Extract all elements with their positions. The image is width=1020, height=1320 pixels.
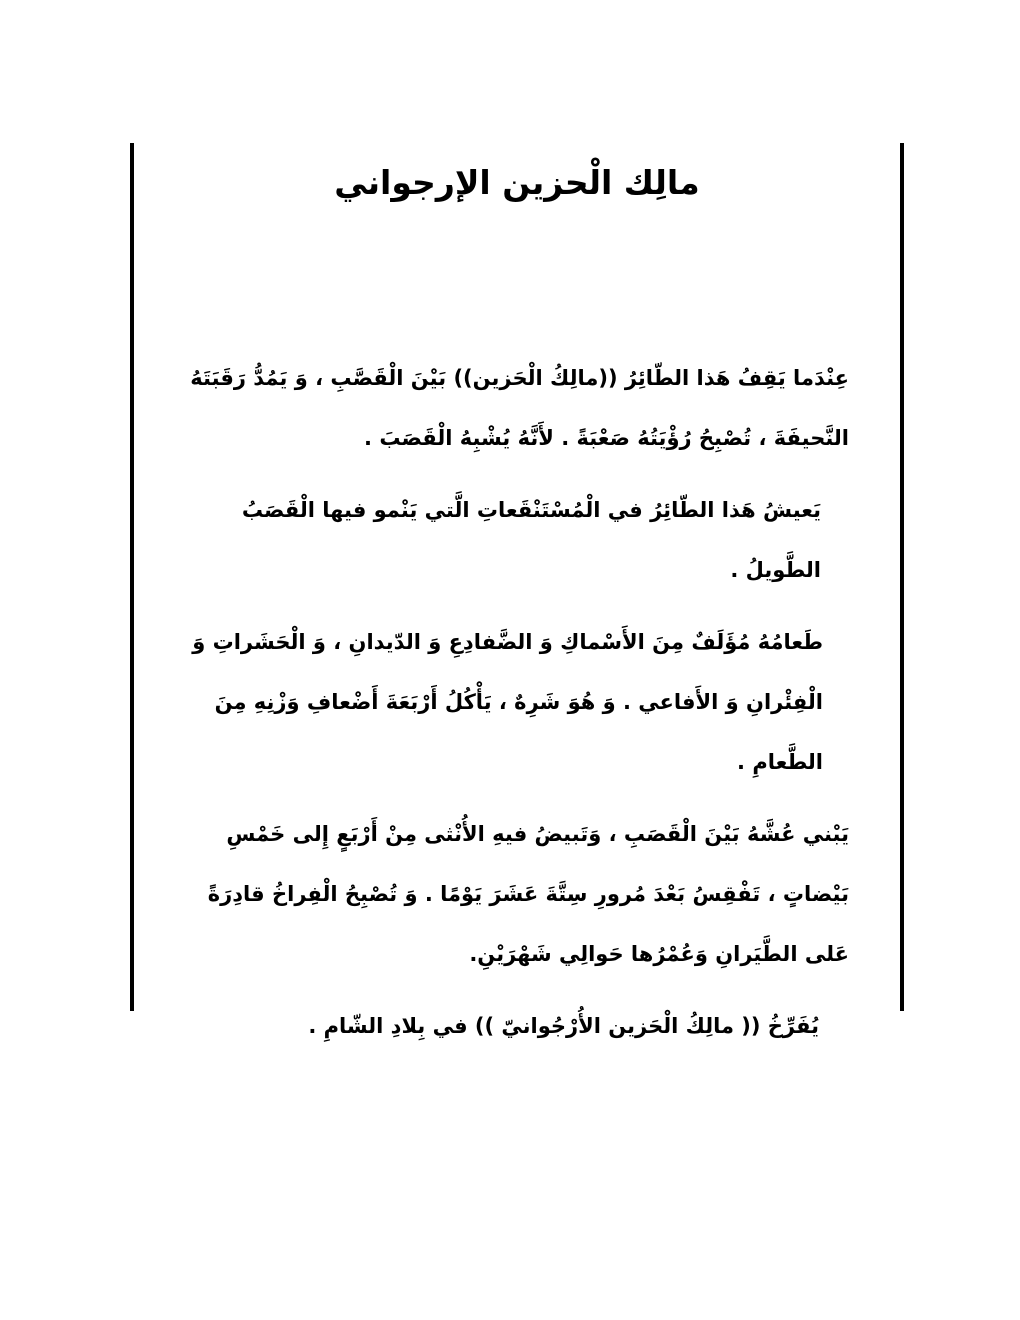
paragraph-habitat: يَعيشُ هَذا الطّائِرُ في الْمُسْتَنْقَعاتِ الَّتي يَنْمو فيها الْقَصَبُ الطَّويلُ . <box>241 498 821 582</box>
paragraph-breeding-region: يُفَرِّخُ (( مالِكُ الْحَزين الأُرْجُوانيّ )) في بِلادِ الشّامِ . <box>308 1014 819 1038</box>
document-title: مالِك الْحزين الإرجواني <box>334 163 700 202</box>
right-margin-rule <box>900 143 904 1011</box>
document-body <box>175 348 849 1068</box>
paragraph-diet: طَعامُهُ مُؤَلَفٌ مِنَ الأَسْماكِ وَ الضَّفادِعِ وَ الدّيدانِ ، وَ الْحَشَراتِ وَ الْفِئْرانِ وَ الأَفاعي . وَ هُوَ شَرِهٌ ، يَأْكُلُ أَرْبَعَةَ أَضْعافِ وَزْنِهِ مِنَ الطَّعامِ . <box>192 630 823 774</box>
document-page <box>130 143 904 1038</box>
paragraph-appearance: عِنْدَما يَقِفُ هَذا الطّائِرُ ((مالِكُ الْحَزين)) بَيْنَ الْقَصَّبِ ، وَ يَمُدُّ رَقَبَتَهُ النَّحيفَةَ ، تُصْبِحُ رُؤْيَتُهُ صَعْبَةً . لأَنَّهُ يُشْبِهُ الْقَصَبَ . <box>190 366 849 450</box>
left-margin-rule <box>130 143 134 1011</box>
paragraph-nesting: يَبْني عُشَّهُ بَيْنَ الْقَصَبِ ، وَتَبيضُ فيهِ الأُنْثى مِنْ أَرْبَعٍ إِلى خَمْسِ بَيْضاتٍ ، تَفْقِسُ بَعْدَ مُرورِ سِتَّةَ عَشَرَ يَوْمًا . وَ تُصْبِحُ الْفِراخُ قادِرَةً عَلى الطَّيَرانِ وَعُمْرُها حَوالِي شَهْرَيْنِ. <box>207 822 849 966</box>
